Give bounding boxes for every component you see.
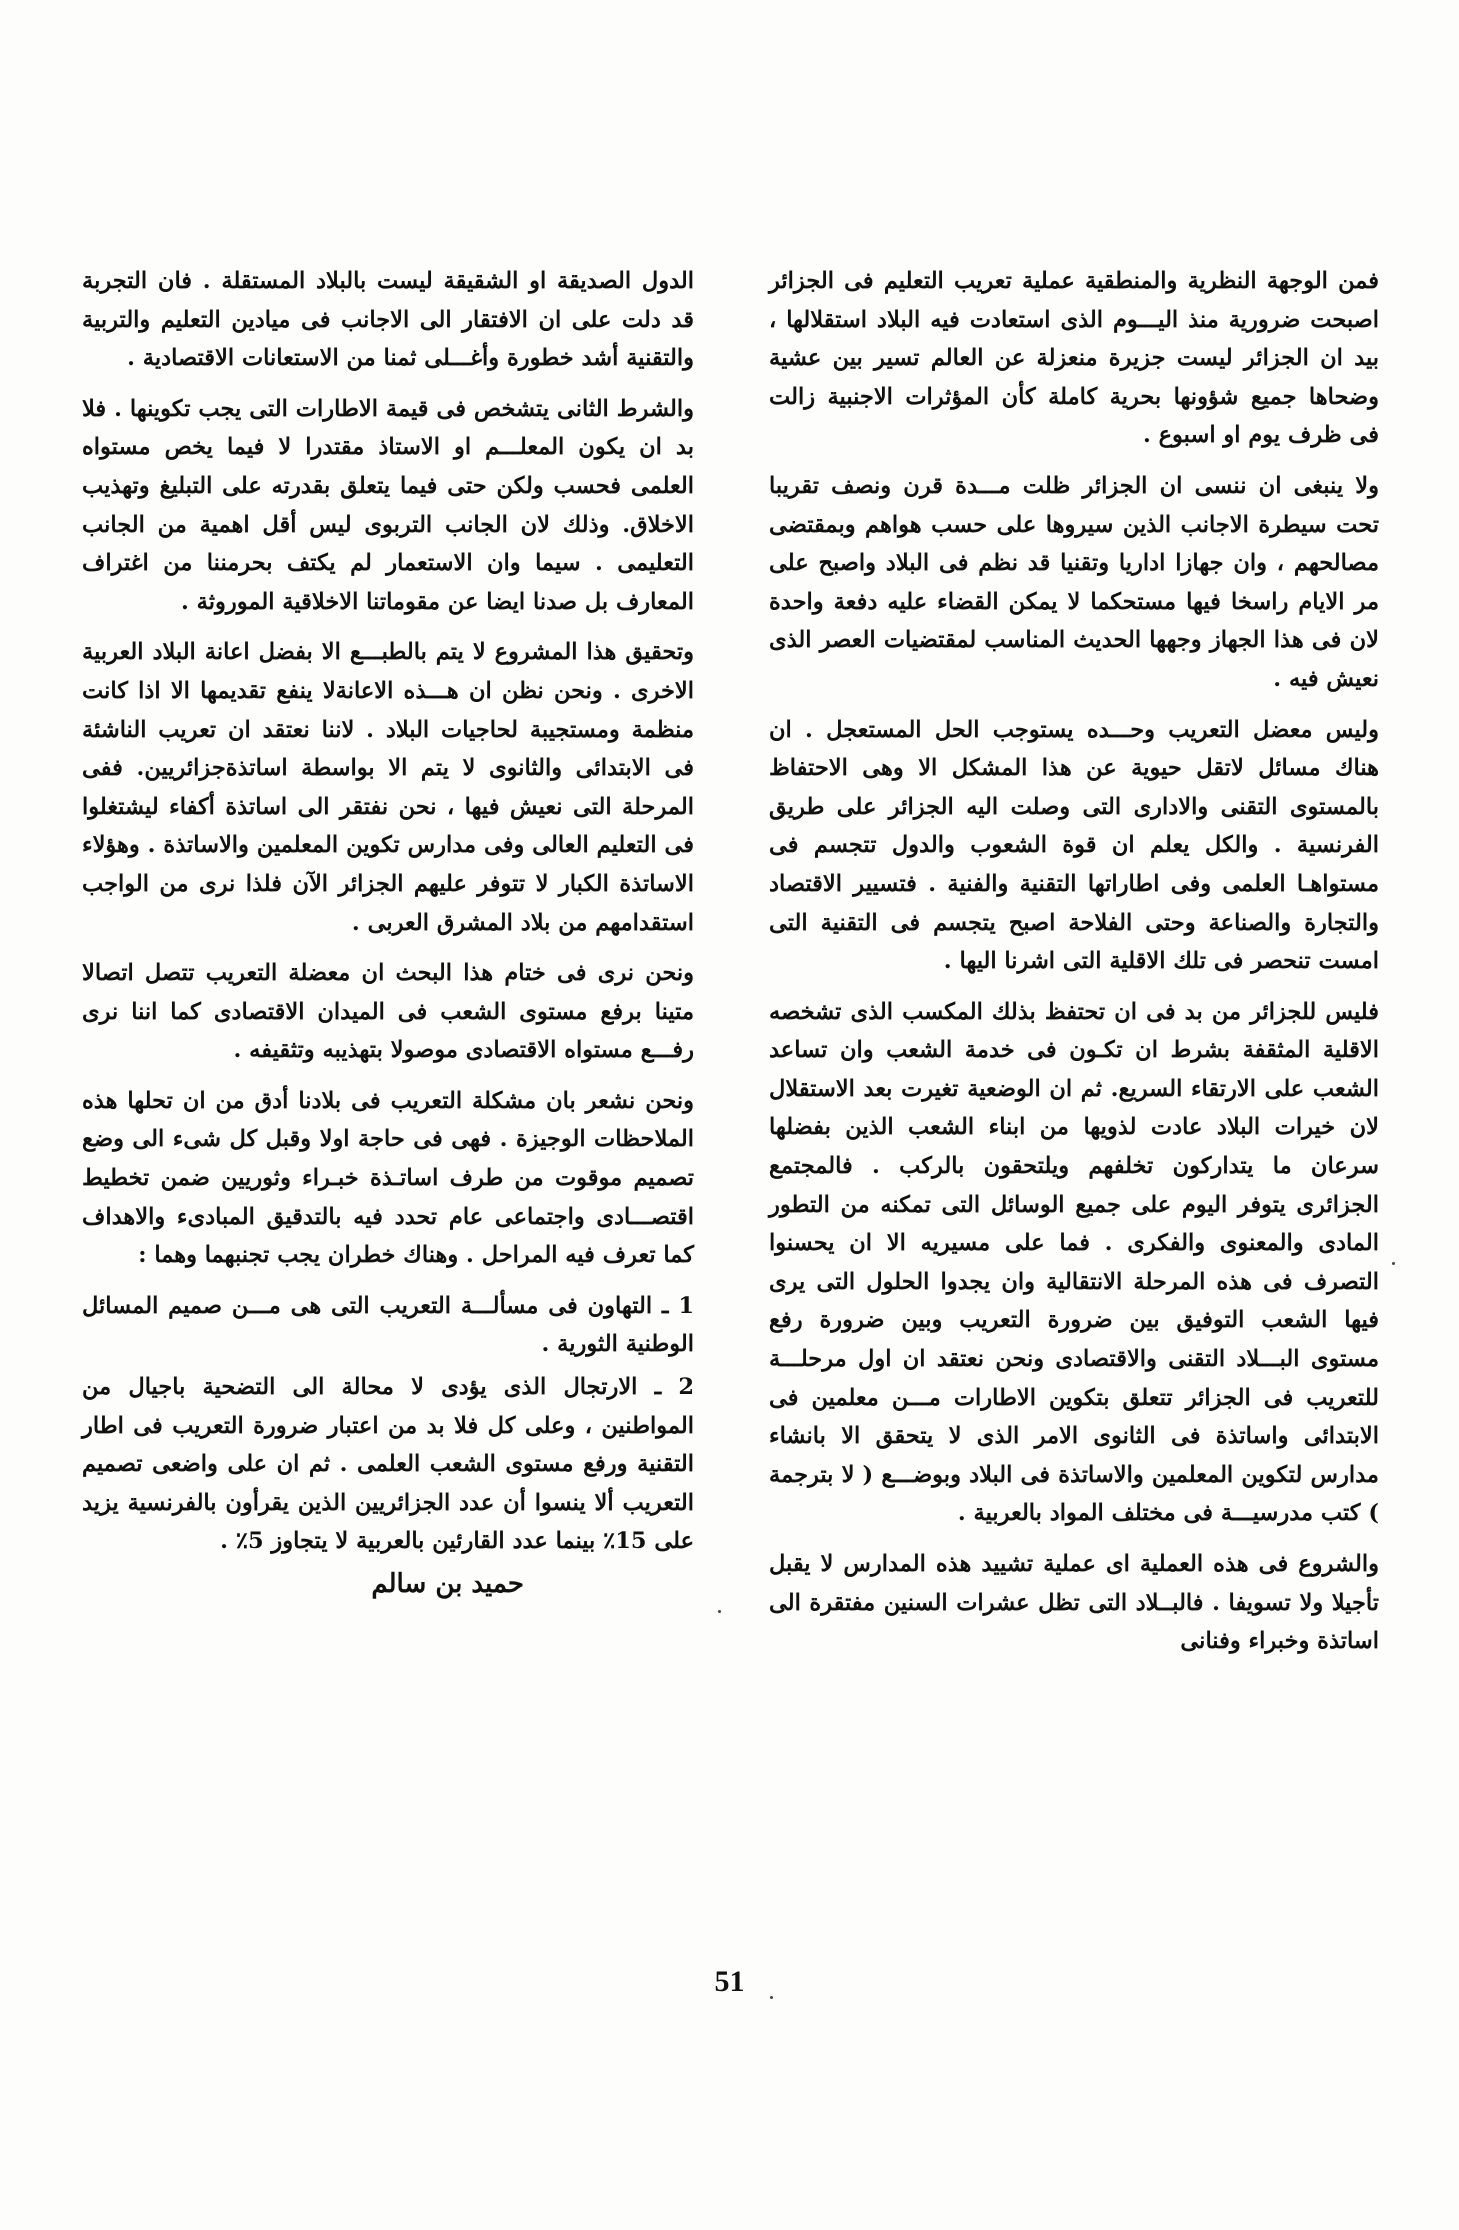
paragraph: ونحن نرى فى ختام هذا البحث ان معضلة التعريب تتصل اتصالا متينا برفع مستوى الشعب فى الميدان الاقتصادى كما اننا نرى رفـــع مستواه الاقتصادى موصولا بتهذيبه وتثقيفه . bbox=[82, 960, 694, 1064]
list-item: 1 ـ التهاون فى مسألـــة التعريب التى هى مـــن صميم المسائل الوطنية الثورية . bbox=[82, 1292, 694, 1358]
left-text-column bbox=[82, 262, 694, 1604]
paragraph: والشرط الثانى يتشخص فى قيمة الاطارات التى يجب تكوينها . فلا بد ان يكون المعلـــم او الاستاذ مقتدرا لا فيما يخص مستواه العلمى فحسب ولكن حتى فيما يتعلق بقدرته على التبليغ وتهذيب الاخلاق. وذلك لان الجانب التربوى ليس أقل اهمية من الجانب التعليمى . سيما وان الاستعمار لم يكتف بحرمننا من اغتراف المعارف بل صدنا ايضا عن مقوماتنا الاخلاقية الموروثة . bbox=[82, 395, 694, 615]
right-text-column bbox=[769, 262, 1379, 1673]
paragraph: والشروع فى هذه العملية اى عملية تشييد هذه المدارس لا يقبل تأجيلا ولا تسويفا . فالبــلاد التى تظل عشرات السنين مفتقرة الى اساتذة وخبراء وفنانى bbox=[769, 1551, 1379, 1655]
paragraph: ولا ينبغى ان ننسى ان الجزائر ظلت مـــدة قرن ونصف تقريبا تحت سيطرة الاجانب الذين سيروها على حسب هواهم وبمقتضى مصالحهم ، وان جهازا اداريا وتقنيا قد نظم فى البلاد واصبح على مر الايام راسخا فيها مستحكما لا يمكن القضاء عليه دفعة واحدة لان فى هذا الجهاز وجهها الحديث المناسب لمقتضيات العصر الذى نعيش فيه . bbox=[769, 472, 1379, 692]
author-signature: حميد بن سالم bbox=[371, 1569, 524, 1599]
paragraph: فمن الوجهة النظرية والمنطقية عملية تعريب التعليم فى الجزائر اصبحت ضرورية منذ اليـــوم الذى استعادت فيه البلاد استقلالها ، بيد ان الجزائر ليست جزيرة منعزلة عن العالم تسير بين عشية وضحاها جميع شؤونها بحرية كاملة كأن المؤثرات الاجنبية زالت فى ظرف يوم او اسبوع . bbox=[769, 268, 1379, 449]
scan-speck bbox=[718, 1610, 721, 1613]
list-item: 2 ـ الارتجال الذى يؤدى لا محالة الى التضحية باجيال من المواطنين ، وعلى كل فلا بد من اعتبار ضرورة التعريب فى اطار التقنية ورفع مستوى الشعب العلمى . ثم ان على واضعى تصميم التعريب ألا ينسوا أن عدد الجزائريين الذين يقرأون بالفرنسية يزيد على 15٪ بينما عدد القارئين بالعربية لا يتجاوز 5٪ . bbox=[82, 1374, 694, 1555]
page-number: 51 bbox=[714, 1965, 745, 1998]
paragraph: ونحن نشعر بان مشكلة التعريب فى بلادنا أدق من ان تحلها هذه الملاحظات الوجيزة . فهى فى حاجة اولا وقبل كل شىء الى وضع تصميم موقوت من طرف اساتـذة خبـراء وثوريين ضمن تخطيط اقتصـــادى واجتماعى عام تحدد فيه بالتدقيق المبادىء والاهداف كما تعرف فيه المراحل . وهناك خطران يجب تجنبهما وهما : bbox=[82, 1087, 694, 1269]
paragraph: الدول الصديقة او الشقيقة ليست بالبلاد المستقلة . فان التجربة قد دلت على ان الافتقار الى الاجانب فى ميادين التعليم والتربية والتقنية أشد خطورة وأغـــلى ثمنا من الاستعانات الاقتصادية . bbox=[82, 268, 694, 372]
scan-speck bbox=[770, 1996, 773, 1999]
paragraph: فليس للجزائر من بد فى ان تحتفظ بذلك المكسب الذى تشخصه الاقلية المثقفة بشرط ان تكـون فى خدمة الشعب وان تساعد الشعب على الارتقاء السريع. ثم ان الوضعية تغيرت بعد الاستقلال لان خيرات البلاد عادت لذويها من ابناء الشعب الذين بفضلها سرعان ما يتداركون تخلفهم ويلتحقون بالركب . فالمجتمع الجزائرى يتوفر اليوم على جميع الوسائل التى تمكنه من التطور المادى والمعنوى والفكرى . فما على مسيريه الا ان يحسنوا التصرف فى هذه المرحلة الانتقالية وان يجدوا الحلول التى يرى فيها الشعب التوفيق بين ضرورة التعريب وبين ضرورة رفع مستوى البـــلاد التقنى والاقتصادى ونحن نعتقد ان اول مرحلـــة للتعريب فى الجزائر تتعلق بتكوين الاطارات مـــن معلمين فى الابتدائى واساتذة فى الثانوى الامر الذى لا يتحقق الا بانشاء مدارس لتكوين المعلمين والاساتذة فى البلاد وبوضـــع ( لا بترجمة ) كتب مدرسيـــة فى مختلف المواد بالعربية . bbox=[769, 998, 1379, 1527]
paragraph: وليس معضل التعريب وحـــده يستوجب الحل المستعجل . ان هناك مسائل لاتقل حيوية عن هذا المشكل الا وهى الاحتفاظ بالمستوى التقنى والادارى التى وصلت اليه الجزائر على طريق الفرنسية . والكل يعلم ان قوة الشعوب والدول تتجسم فى مستواهـا العلمى وفى اطاراتها التقنية والفنية . فتسيير الاقتصاد والتجارة والصناعة وحتى الفلاحة اصبح يتجسم فى التقنية التى امست تنحصر فى تلك الاقلية التى اشرنا اليها . bbox=[769, 716, 1379, 975]
paragraph: وتحقيق هذا المشروع لا يتم بالطبـــع الا بفضل اعانة البلاد العربية الاخرى . ونحن نظن ان هـــذه الاعانةلا ينفع تقديمها الا اذا كانت منظمة ومستجيبة لحاجيات البلاد . لاننا نعتقد ان تعريب الناشئة فى الابتدائى والثانوى لا يتم الا بواسطة اساتذةجزائريين. ففى المرحلة التى نعيش فيها ، نحن نفتقر الى اساتذة أكفاء ليشتغلوا فى التعليم العالى وفى مدارس تكوين المعلمين والاساتذة . وهؤلاء الاساتذة الكبار لا تتوفر عليهم الجزائر الآن فلذا نرى من الواجب استقدامهم من بلاد المشرق العربى . bbox=[82, 639, 694, 936]
scan-speck bbox=[1392, 1262, 1395, 1265]
